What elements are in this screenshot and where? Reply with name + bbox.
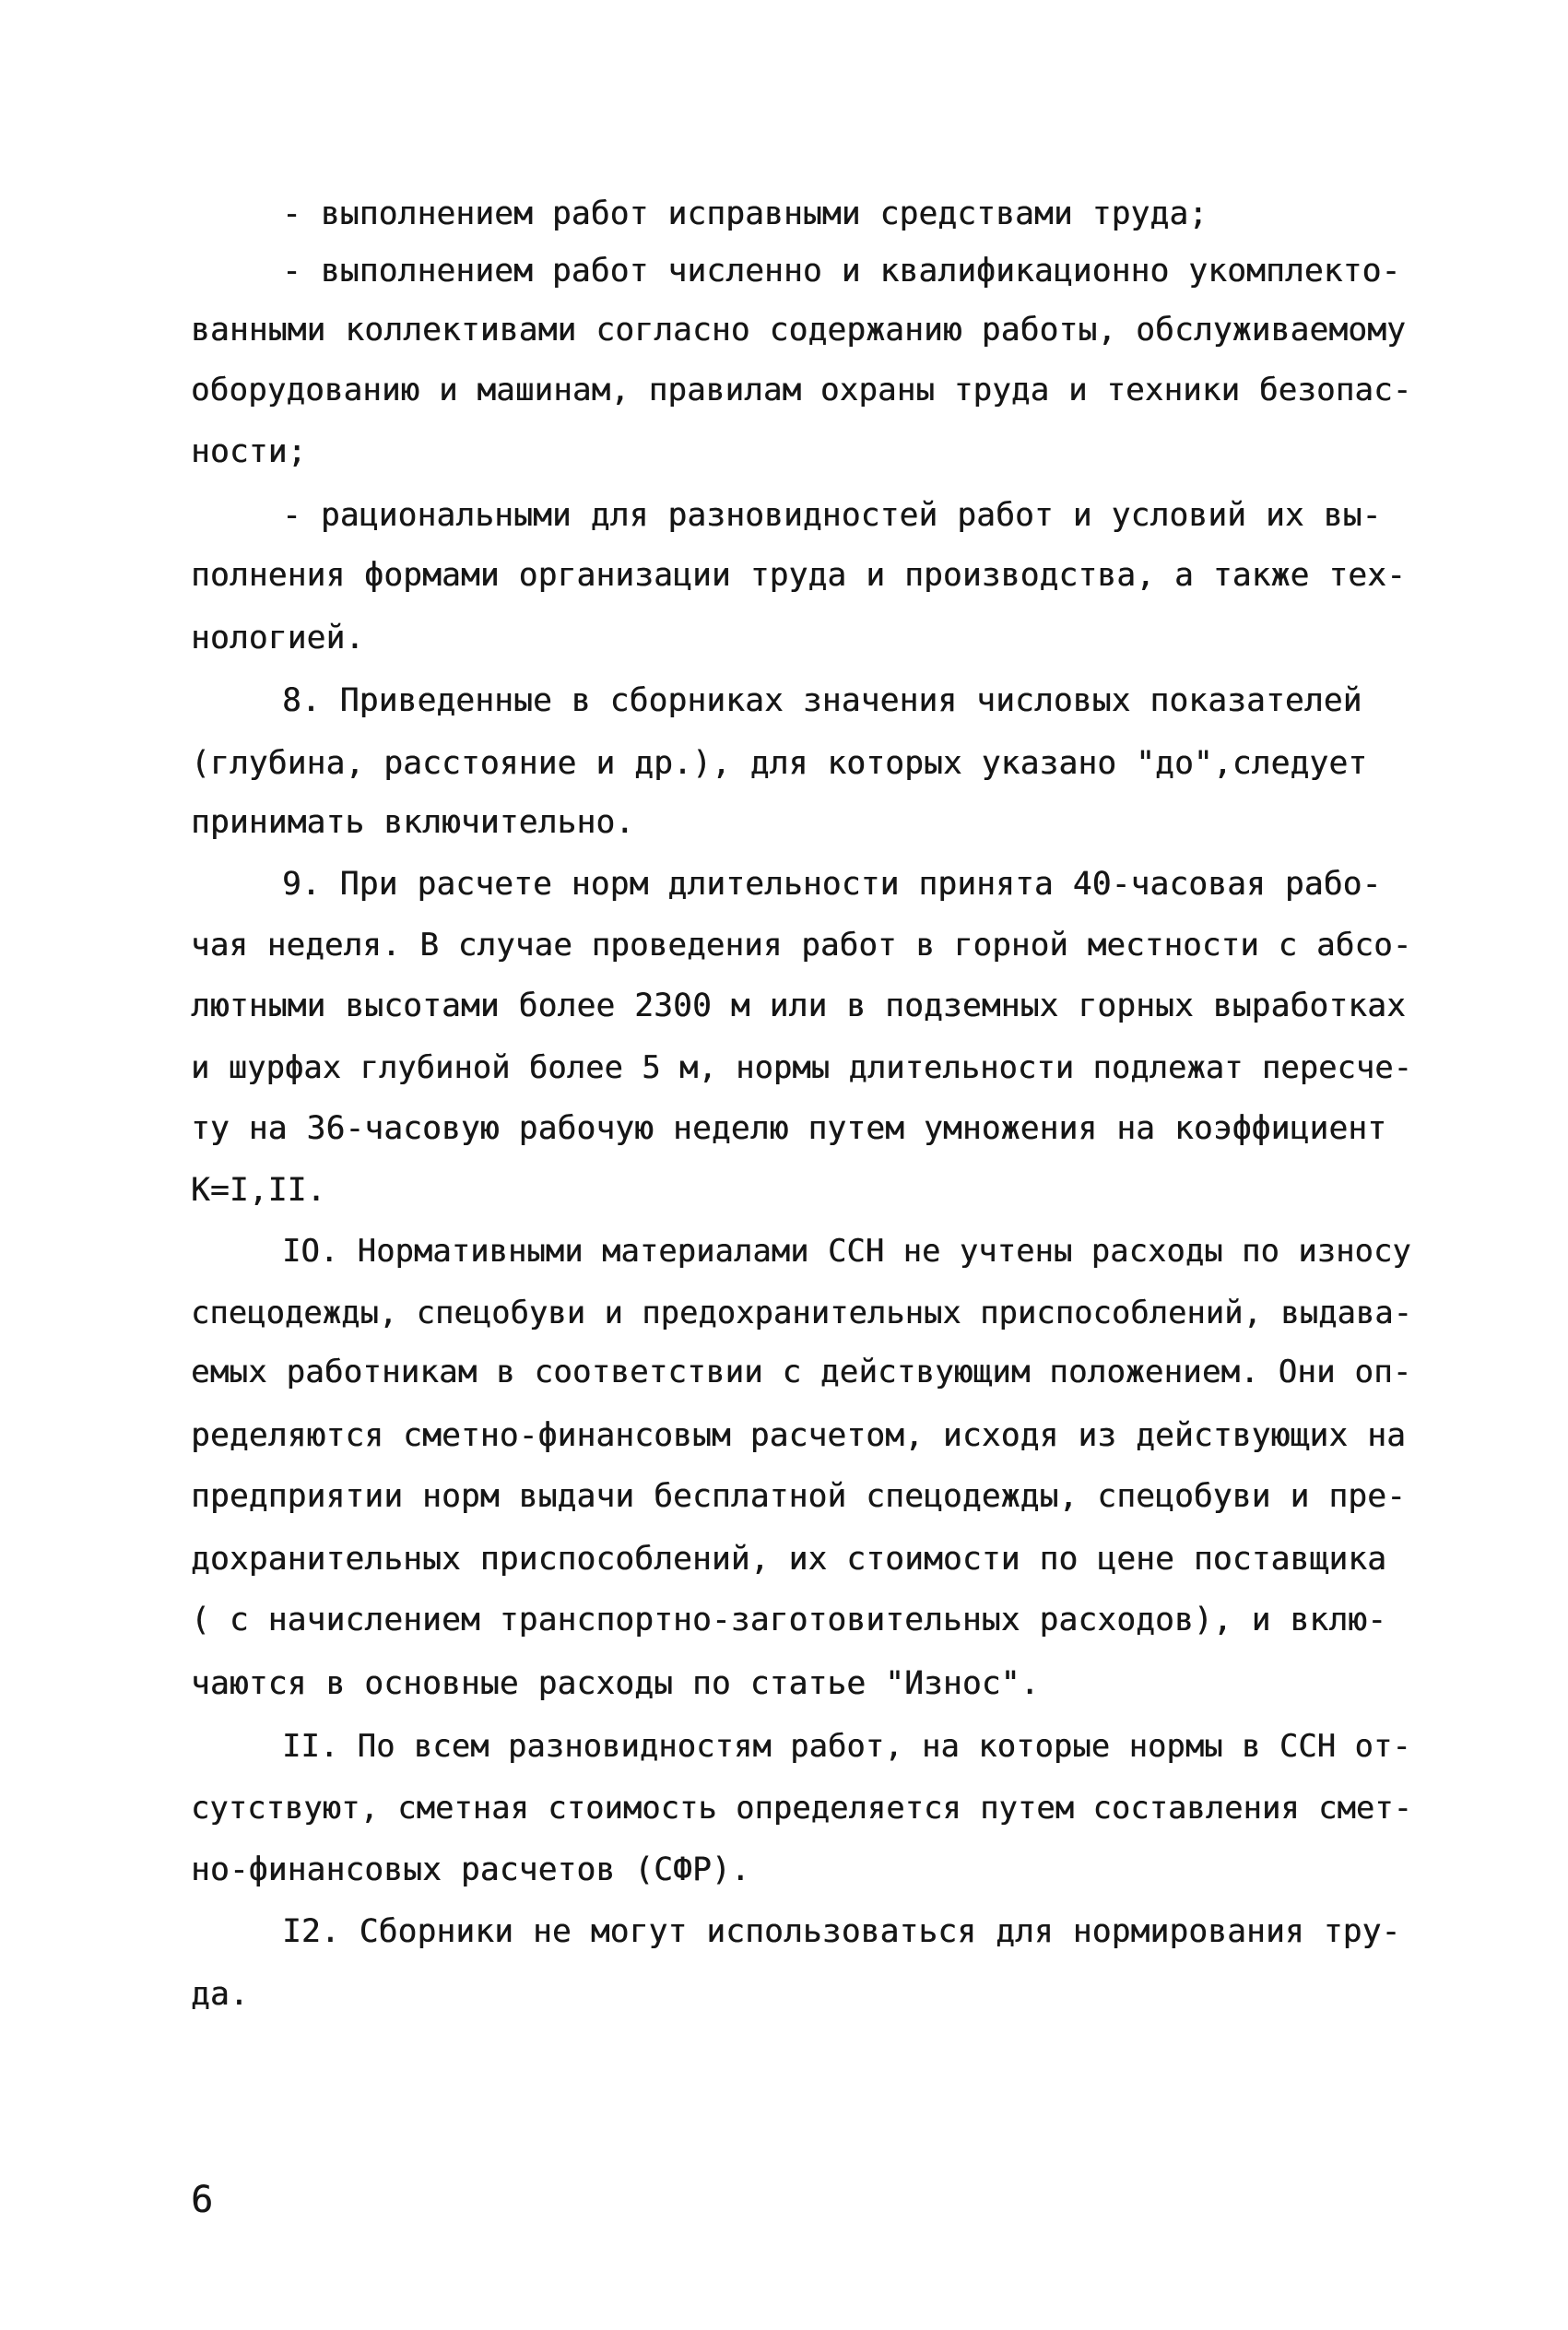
text-line: IO. Нормативными материалами ССН не учтены расходы по износу [282, 1233, 1411, 1269]
text-line: ванными коллективами согласно содержанию работы, обслуживаемому [191, 312, 1407, 349]
text-line: лютными высотами более 2300 м или в подземных горных выработках [191, 988, 1407, 1024]
text-line: предприятии норм выдачи бесплатной спецодежды, спецобуви и пре- [191, 1478, 1407, 1515]
page-number: 6 [191, 2179, 214, 2221]
text-line: ределяются сметно-финансовым расчетом, исходя из действующих на [191, 1417, 1407, 1454]
text-line: оборудованию и машинам, правилам охраны труда и техники безопас- [191, 372, 1412, 408]
text-line: чаются в основные расходы по статье "Износ". [191, 1665, 1040, 1702]
text-line: да. [191, 1976, 249, 2013]
text-line: спецодежды, спецобуви и предохранительных приспособлений, выдава- [191, 1295, 1412, 1331]
text-line: ности; [191, 433, 307, 470]
text-line: но-финансовых расчетов (СФР). [191, 1851, 750, 1888]
text-line: 8. Приведенные в сборниках значения числовых показателей [282, 682, 1362, 719]
text-line: нологией. [191, 620, 365, 656]
text-line: дохранительных приспособлений, их стоимости по цене поставщика [191, 1541, 1387, 1578]
text-line: ту на 36-часовую рабочую неделю путем умножения на коэффициент [191, 1110, 1387, 1147]
text-line: принимать включительно. [191, 804, 635, 841]
text-line: и шурфах глубиной более 5 м, нормы длительности подлежат пересче- [191, 1049, 1412, 1085]
text-line: 9. При расчете норм длительности принята 40-часовая рабо- [282, 866, 1382, 903]
text-line: К=I,II. [191, 1172, 326, 1209]
text-line: I2. Сборники не могут использоваться для нормирования тру- [282, 1913, 1401, 1950]
text-line: - выполнением работ исправными средствами труда; [282, 195, 1208, 232]
text-line: емых работникам в соответствии с действующим положением. Они оп- [191, 1354, 1412, 1390]
text-line: ( с начислением транспортно-заготовительных расходов), и вклю- [191, 1602, 1387, 1638]
text-line: - выполнением работ численно и квалификационно укомплекто- [282, 253, 1401, 290]
text-line: сутствуют, сметная стоимость определяется путем составления смет- [191, 1790, 1412, 1826]
text-line: (глубина, расстояние и др.), для которых указано "до",следует [191, 745, 1368, 782]
text-line: чая неделя. В случае проведения работ в горной местности с абсо- [191, 927, 1412, 964]
text-line: II. По всем разновидностям работ, на которые нормы в ССН от- [282, 1728, 1411, 1764]
text-line: полнения формами организации труда и производства, а также тех- [191, 557, 1407, 594]
text-line: - рациональными для разновидностей работ и условий их вы- [282, 497, 1382, 534]
